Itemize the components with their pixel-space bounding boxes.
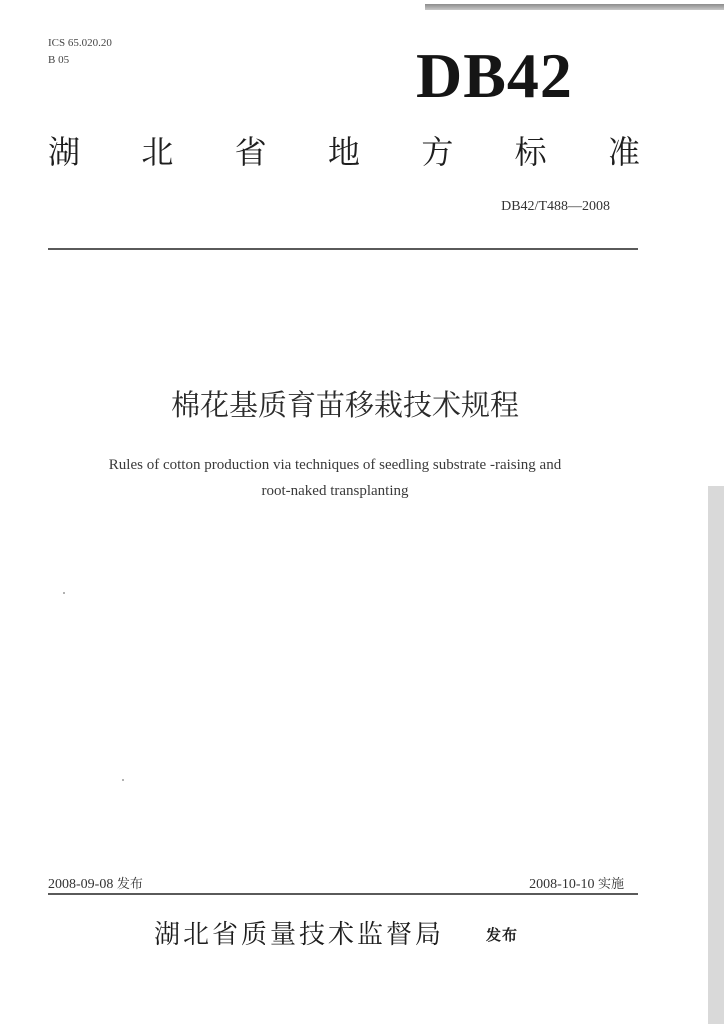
standard-type-char: 地	[327, 133, 360, 171]
scan-speck	[63, 592, 65, 594]
bottom-divider	[48, 893, 638, 895]
implement-date: 2008-10-10	[529, 877, 595, 892]
standard-type-char: 准	[607, 133, 640, 171]
issuing-label: 发布	[486, 926, 519, 944]
ics-code: ICS 65.020.20	[48, 37, 112, 49]
issue-date-block	[48, 873, 143, 893]
issuing-authority: 湖北省质量技术监督局	[154, 920, 445, 950]
scan-speck	[122, 779, 124, 781]
document-title-english	[60, 452, 610, 504]
standard-type-char: 湖	[48, 133, 81, 171]
standard-type-char: 方	[421, 133, 454, 171]
standard-type-char: 北	[141, 133, 174, 171]
scan-artifact-right-bar	[708, 486, 724, 1024]
standard-number: DB42/T488—2008	[501, 199, 610, 214]
top-divider	[48, 248, 638, 250]
classification-codes	[48, 35, 112, 69]
standard-type-char: 标	[514, 133, 547, 171]
db42-logo: DB42	[416, 40, 573, 111]
document-title-chinese: 棉花基质育苗移栽技术规程	[170, 388, 519, 422]
issue-label: 发布	[116, 877, 143, 892]
ccs-code: B 05	[48, 54, 70, 66]
issue-date: 2008-09-08	[48, 877, 114, 892]
scan-artifact-top-bar	[425, 4, 724, 10]
implement-date-block	[529, 873, 624, 893]
implement-label: 实施	[597, 877, 624, 892]
english-title-line-2: root-naked transplanting	[261, 483, 409, 499]
standard-type-title	[48, 132, 640, 172]
standard-type-char: 省	[234, 133, 267, 171]
english-title-line-1: Rules of cotton production via techniques of seedling substrate -raising and	[108, 457, 562, 473]
